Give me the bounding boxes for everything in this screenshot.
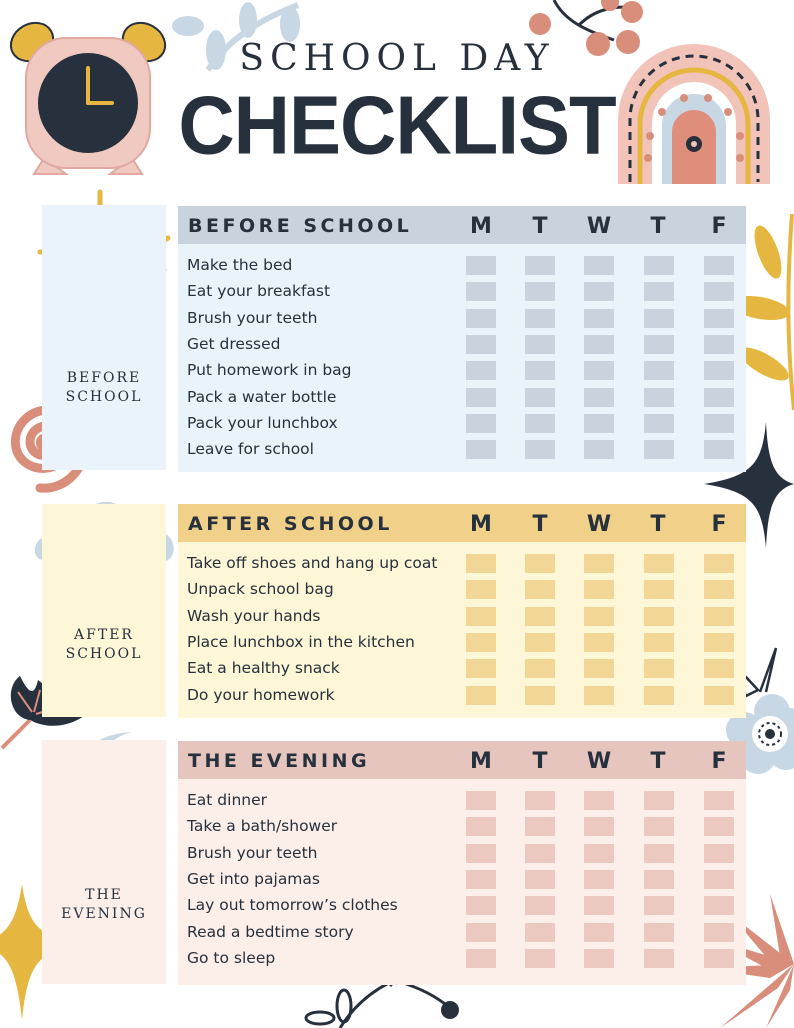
side-label-line: SCHOOL (65, 646, 143, 662)
task-label: Leave for school (187, 440, 314, 459)
day-checkbox[interactable] (584, 388, 614, 407)
side-label-line: BEFORE (66, 370, 142, 386)
task-row (178, 815, 746, 841)
day-checkbox[interactable] (584, 554, 614, 573)
day-checkbox[interactable] (466, 896, 496, 915)
task-label: Pack a water bottle (187, 387, 337, 406)
day-checkbox[interactable] (704, 388, 734, 407)
day-checkbox[interactable] (584, 949, 614, 968)
task-label: Put homework in bag (187, 361, 352, 380)
day-header: W (586, 749, 612, 774)
day-checkbox[interactable] (704, 335, 734, 354)
day-checkbox[interactable] (644, 844, 674, 863)
day-header: W (586, 214, 612, 239)
task-row (178, 552, 746, 578)
section-header (178, 206, 746, 244)
day-checkbox[interactable] (584, 923, 614, 942)
task-row (178, 578, 746, 604)
day-checkbox[interactable] (466, 791, 496, 810)
day-checkbox[interactable] (644, 791, 674, 810)
task-label: Brush your teeth (187, 308, 318, 327)
day-checkbox[interactable] (525, 923, 555, 942)
task-label: Eat dinner (187, 791, 267, 809)
task-row (178, 842, 746, 868)
task-label: Make the bed (187, 256, 293, 274)
day-checkbox[interactable] (584, 309, 614, 328)
day-checkbox[interactable] (584, 361, 614, 380)
day-header: M (470, 512, 492, 537)
task-row (178, 254, 746, 280)
day-checkbox[interactable] (704, 791, 734, 810)
day-checkbox[interactable] (525, 554, 555, 573)
day-checkbox[interactable] (704, 923, 734, 942)
side-label (42, 369, 166, 407)
section-title: BEFORE SCHOOL (188, 215, 413, 237)
day-checkbox[interactable] (525, 256, 555, 275)
section-title: AFTER SCHOOL (188, 513, 393, 535)
day-checkbox[interactable] (525, 896, 555, 915)
day-checkbox[interactable] (466, 361, 496, 380)
task-row (178, 280, 746, 306)
task-row (178, 307, 746, 333)
task-row (178, 657, 746, 683)
task-row (178, 921, 746, 947)
task-row (178, 605, 746, 631)
task-row (178, 438, 746, 464)
day-checkbox[interactable] (704, 659, 734, 678)
task-label: Get into pajamas (187, 869, 320, 888)
day-checkbox[interactable] (466, 607, 496, 626)
day-checkbox[interactable] (704, 361, 734, 380)
day-checkbox[interactable] (644, 923, 674, 942)
day-checkbox[interactable] (525, 817, 555, 836)
day-checkbox[interactable] (644, 440, 674, 459)
day-checkbox[interactable] (466, 388, 496, 407)
task-row (178, 412, 746, 438)
day-header: W (586, 512, 612, 537)
day-header: T (532, 512, 548, 537)
task-label: Take a bath/shower (187, 817, 338, 836)
day-checkbox[interactable] (466, 440, 496, 459)
day-checkbox[interactable] (466, 554, 496, 573)
day-checkbox[interactable] (466, 844, 496, 863)
day-checkbox[interactable] (704, 817, 734, 836)
day-header: T (650, 214, 666, 239)
day-checkbox[interactable] (644, 633, 674, 652)
day-checkbox[interactable] (525, 440, 555, 459)
day-checkbox[interactable] (644, 817, 674, 836)
day-checkbox[interactable] (525, 791, 555, 810)
day-checkbox[interactable] (704, 949, 734, 968)
day-checkbox[interactable] (704, 256, 734, 275)
task-label: Take off shoes and hang up coat (187, 554, 438, 572)
day-checkbox[interactable] (525, 844, 555, 863)
task-label: Brush your teeth (187, 843, 318, 862)
day-checkbox[interactable] (704, 896, 734, 915)
day-checkbox[interactable] (584, 817, 614, 836)
day-checkbox[interactable] (584, 580, 614, 599)
side-panel-the-evening (42, 740, 166, 984)
day-checkbox[interactable] (466, 870, 496, 889)
day-checkbox[interactable] (704, 309, 734, 328)
day-checkbox[interactable] (466, 335, 496, 354)
day-checkbox[interactable] (704, 414, 734, 433)
section-header (178, 741, 746, 779)
day-checkbox[interactable] (704, 870, 734, 889)
task-label: Go to sleep (187, 948, 276, 967)
day-checkbox[interactable] (584, 607, 614, 626)
day-checkbox[interactable] (704, 282, 734, 301)
day-checkbox[interactable] (584, 659, 614, 678)
day-checkbox[interactable] (466, 580, 496, 599)
day-checkbox[interactable] (704, 633, 734, 652)
day-checkbox[interactable] (644, 361, 674, 380)
day-checkbox[interactable] (584, 282, 614, 301)
day-checkbox[interactable] (525, 686, 555, 705)
task-label: Wash your hands (187, 606, 321, 625)
day-checkbox[interactable] (644, 659, 674, 678)
task-label: Lay out tomorrow’s clothes (187, 896, 398, 915)
task-row (178, 947, 746, 973)
task-label: Eat a healthy snack (187, 659, 340, 678)
day-checkbox[interactable] (704, 607, 734, 626)
day-header: M (470, 214, 492, 239)
day-checkbox[interactable] (466, 817, 496, 836)
day-header: F (711, 214, 727, 239)
task-row (178, 333, 746, 359)
day-checkbox[interactable] (644, 256, 674, 275)
section-before-school (178, 206, 746, 472)
side-label-line: AFTER (74, 627, 134, 643)
day-checkbox[interactable] (525, 659, 555, 678)
day-checkbox[interactable] (584, 335, 614, 354)
side-label (42, 626, 166, 664)
task-label: Read a bedtime story (187, 922, 354, 941)
side-panel-before-school (42, 205, 166, 470)
task-label: Get dressed (187, 334, 281, 353)
task-row (178, 894, 746, 920)
day-checkbox[interactable] (525, 414, 555, 433)
day-checkbox[interactable] (525, 870, 555, 889)
day-checkbox[interactable] (584, 440, 614, 459)
day-checkbox[interactable] (525, 388, 555, 407)
day-checkbox[interactable] (584, 686, 614, 705)
day-checkbox[interactable] (644, 309, 674, 328)
day-checkbox[interactable] (644, 335, 674, 354)
day-checkbox[interactable] (584, 414, 614, 433)
day-checkbox[interactable] (644, 388, 674, 407)
day-checkbox[interactable] (584, 256, 614, 275)
day-checkbox[interactable] (584, 844, 614, 863)
section-title: THE EVENING (188, 750, 371, 772)
day-header: T (532, 749, 548, 774)
day-checkbox[interactable] (644, 414, 674, 433)
day-checkbox[interactable] (644, 607, 674, 626)
side-label-line: EVENING (61, 906, 147, 922)
day-checkbox[interactable] (704, 440, 734, 459)
day-checkbox[interactable] (644, 870, 674, 889)
task-label: Pack your lunchbox (187, 413, 338, 432)
day-checkbox[interactable] (466, 686, 496, 705)
task-row (178, 359, 746, 385)
day-checkbox[interactable] (584, 870, 614, 889)
day-checkbox[interactable] (525, 335, 555, 354)
day-header: M (470, 749, 492, 774)
day-header: T (532, 214, 548, 239)
section-after-school (178, 504, 746, 718)
day-checkbox[interactable] (525, 607, 555, 626)
day-checkbox[interactable] (525, 633, 555, 652)
day-checkbox[interactable] (466, 282, 496, 301)
day-header: F (711, 512, 727, 537)
day-checkbox[interactable] (525, 309, 555, 328)
day-checkbox[interactable] (704, 580, 734, 599)
day-header: T (650, 749, 666, 774)
page-subtitle: SCHOOL DAY (239, 38, 555, 79)
section-the-evening (178, 741, 746, 985)
day-checkbox[interactable] (704, 686, 734, 705)
task-label: Place lunchbox in the kitchen (187, 632, 415, 651)
day-header: F (711, 749, 727, 774)
day-checkbox[interactable] (644, 896, 674, 915)
day-checkbox[interactable] (525, 949, 555, 968)
day-checkbox[interactable] (466, 923, 496, 942)
day-checkbox[interactable] (466, 414, 496, 433)
day-checkbox[interactable] (466, 659, 496, 678)
section-header (178, 504, 746, 542)
task-label: Eat your breakfast (187, 282, 331, 301)
task-row (178, 684, 746, 710)
day-checkbox[interactable] (584, 633, 614, 652)
day-checkbox[interactable] (644, 554, 674, 573)
task-row (178, 789, 746, 815)
side-label-line: SCHOOL (65, 389, 143, 405)
task-row (178, 631, 746, 657)
day-checkbox[interactable] (525, 361, 555, 380)
day-checkbox[interactable] (644, 686, 674, 705)
day-checkbox[interactable] (704, 844, 734, 863)
day-checkbox[interactable] (584, 791, 614, 810)
day-header: T (650, 512, 666, 537)
day-checkbox[interactable] (644, 949, 674, 968)
day-checkbox[interactable] (466, 949, 496, 968)
day-checkbox[interactable] (644, 580, 674, 599)
task-label: Unpack school bag (187, 580, 334, 599)
day-checkbox[interactable] (525, 580, 555, 599)
task-row (178, 386, 746, 412)
task-row (178, 868, 746, 894)
side-label (42, 886, 166, 924)
page-title: CHECKLIST (178, 78, 616, 172)
day-checkbox[interactable] (584, 896, 614, 915)
side-label-line: THE (85, 887, 123, 903)
day-checkbox[interactable] (466, 309, 496, 328)
day-checkbox[interactable] (644, 282, 674, 301)
day-checkbox[interactable] (704, 554, 734, 573)
day-checkbox[interactable] (525, 282, 555, 301)
task-label: Do your homework (187, 685, 335, 704)
side-panel-after-school (42, 504, 166, 717)
day-checkbox[interactable] (466, 256, 496, 275)
day-checkbox[interactable] (466, 633, 496, 652)
